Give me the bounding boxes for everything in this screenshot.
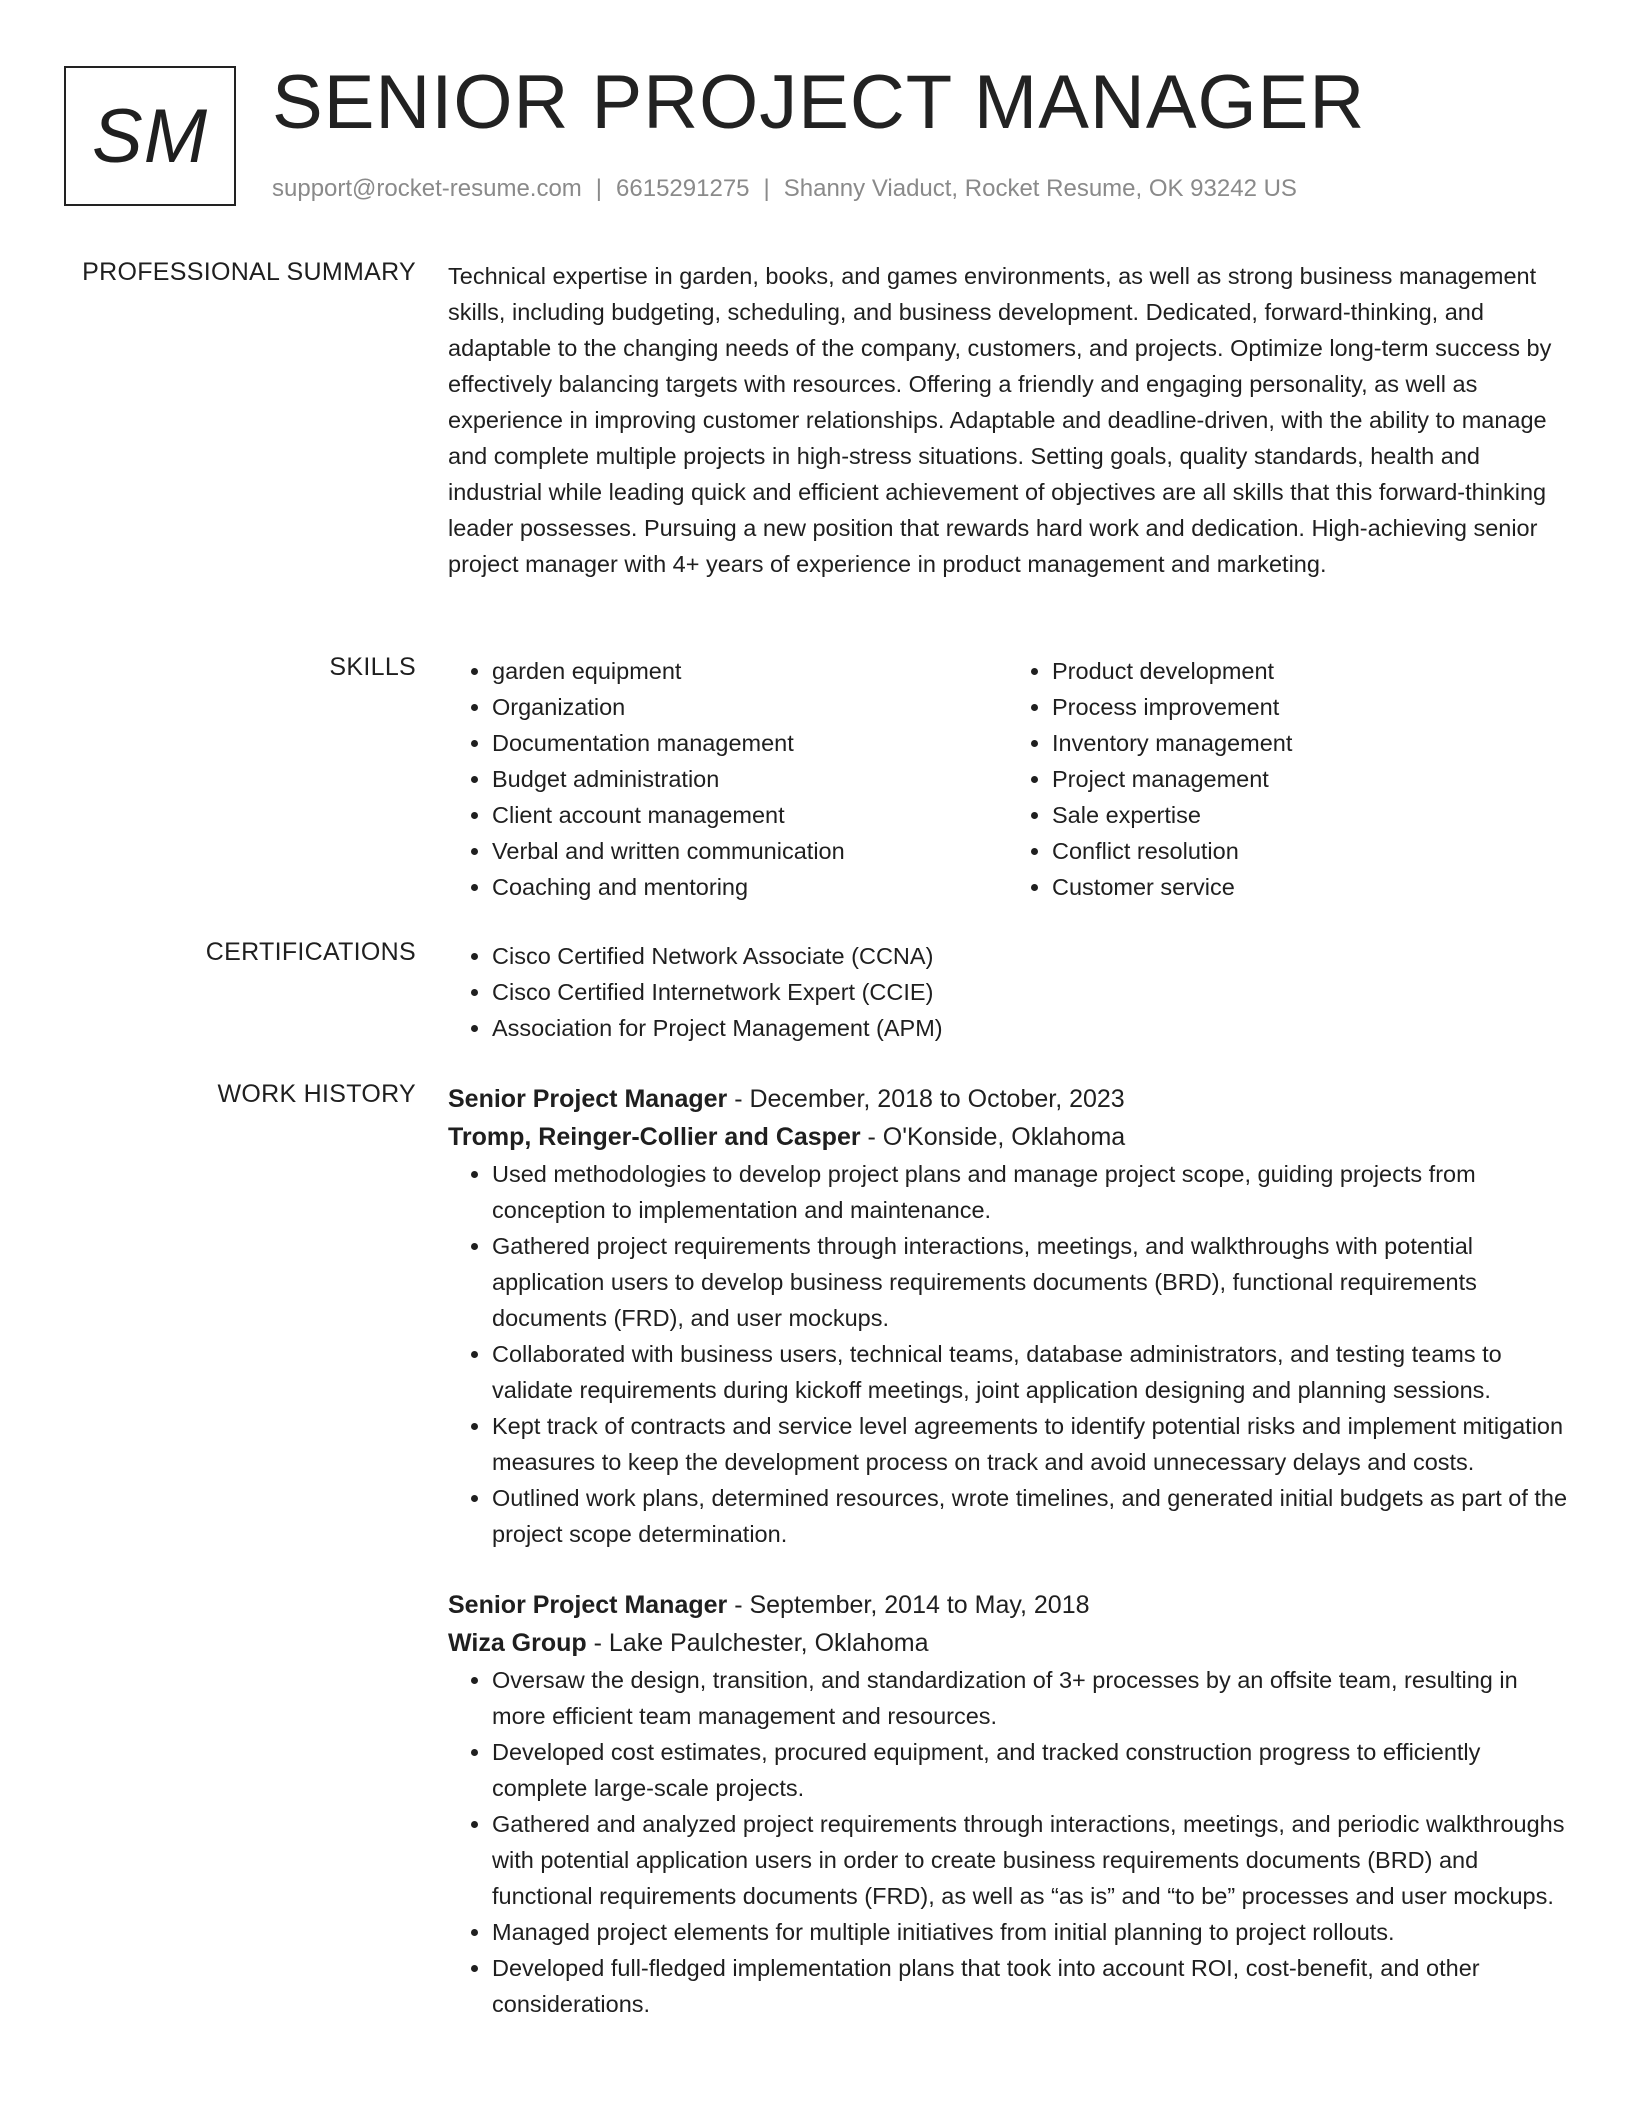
job-bullet: • Outlined work plans, determined resources, wrote timelines, and generated initial budgets as part of the project scope determination. bbox=[492, 1480, 1568, 1552]
job-entry bbox=[448, 1080, 1568, 1552]
job-bullet-list bbox=[448, 1662, 1568, 2022]
certifications-list bbox=[448, 938, 1568, 1046]
contact-line bbox=[272, 175, 1297, 203]
job-bullet: • Collaborated with business users, technical teams, database administrators, and testing teams to validate requirements during kickoff meetings, joint application designing and planning sessions. bbox=[492, 1336, 1568, 1408]
monogram-initials: SM bbox=[92, 93, 208, 179]
skill-item: • Customer service bbox=[1052, 869, 1568, 905]
skill-item: • Sale expertise bbox=[1052, 797, 1568, 833]
job-title: Senior Project Manager bbox=[448, 1591, 728, 1619]
section-heading-certifications: CERTIFICATIONS bbox=[205, 938, 416, 966]
skill-item: • garden equipment bbox=[492, 653, 1008, 689]
certifications-body bbox=[448, 938, 1568, 1046]
job-bullet: • Gathered project requirements through interactions, meetings, and walkthroughs with potential application users to develop business requirements documents (BRD), functional requirements documents (FRD), and user mockups. bbox=[492, 1228, 1568, 1336]
summary-text: Technical expertise in garden, books, and games environments, as well as strong business management skills, including budgeting, scheduling, and business development. Dedicated, forward-thinking, and adaptable to the changing needs of the company, customers, and projects. Optimize long-term success by effectively balancing targets with resources. Offering a friendly and engaging personality, as well as experience in improving customer relationships. Adaptable and deadline-driven, with the ability to manage and complete multiple projects in high-stress situations. Setting goals, quality standards, health and industrial while leading quick and efficient achievement of objectives are all skills that this forward-thinking leader possesses. Pursuing a new position that rewards hard work and dedication. High-achieving senior project manager with 4+ years of experience in product management and marketing. bbox=[448, 263, 1552, 577]
job-bullet: • Kept track of contracts and service level agreements to identify potential risks and implement mitigation measures to keep the development process on track and avoid unnecessary delays and costs. bbox=[492, 1408, 1568, 1480]
skill-item: • Inventory management bbox=[1052, 725, 1568, 761]
job-company: Tromp, Reinger-Collier and Casper bbox=[448, 1123, 861, 1151]
work-history-body bbox=[448, 1080, 1568, 2022]
job-bullet: • Developed cost estimates, procured equipment, and tracked construction progress to efficiently complete large-scale projects. bbox=[492, 1734, 1568, 1806]
job-bullet: • Developed full-fledged implementation plans that took into account ROI, cost-benefit, and other considerations. bbox=[492, 1950, 1568, 2022]
skill-item: • Budget administration bbox=[492, 761, 1008, 797]
job-company-line bbox=[448, 1624, 1568, 1662]
section-heading-skills: SKILLS bbox=[329, 653, 416, 681]
skill-item: • Documentation management bbox=[492, 725, 1008, 761]
contact-separator: | bbox=[595, 175, 603, 202]
job-location: - Lake Paulchester, Oklahoma bbox=[586, 1629, 929, 1657]
skill-item: • Process improvement bbox=[1052, 689, 1568, 725]
contact-separator: | bbox=[763, 175, 770, 202]
job-title-line bbox=[448, 1586, 1568, 1624]
job-company-line bbox=[448, 1118, 1568, 1156]
skills-grid bbox=[448, 653, 1568, 905]
skill-item: • Coaching and mentoring bbox=[492, 869, 1008, 905]
job-location: - O'Konside, Oklahoma bbox=[860, 1123, 1126, 1151]
job-entry bbox=[448, 1586, 1568, 2022]
skill-item: • Organization bbox=[492, 689, 1008, 725]
skill-item: • Product development bbox=[1052, 653, 1568, 689]
skills-list-right bbox=[1008, 653, 1568, 905]
resume-title: SENIOR PROJECT MANAGER bbox=[272, 60, 1366, 145]
job-bullet: • Oversaw the design, transition, and standardization of 3+ processes by an offsite team, resulting in more efficient team management and resources. bbox=[492, 1662, 1568, 1734]
section-heading-work-history: WORK HISTORY bbox=[217, 1080, 416, 1108]
skills-list-left bbox=[448, 653, 1008, 905]
skill-item: • Client account management bbox=[492, 797, 1008, 833]
skill-item: • Project management bbox=[1052, 761, 1568, 797]
job-bullet-list bbox=[448, 1156, 1568, 1552]
contact-email[interactable]: support@rocket-resume.com bbox=[272, 175, 582, 202]
section-heading-summary: PROFESSIONAL SUMMARY bbox=[82, 258, 416, 286]
summary-body bbox=[448, 258, 1568, 582]
job-bullet: • Used methodologies to develop project plans and manage project scope, guiding projects from conception to implementation and maintenance. bbox=[492, 1156, 1568, 1228]
job-dates: - December, 2018 to October, 2023 bbox=[727, 1085, 1125, 1113]
skill-item: • Conflict resolution bbox=[1052, 833, 1568, 869]
job-title: Senior Project Manager bbox=[448, 1085, 728, 1113]
certification-item: • Cisco Certified Network Associate (CCNA) bbox=[492, 938, 1568, 974]
certification-item: • Association for Project Management (APM) bbox=[492, 1010, 1568, 1046]
job-dates: - September, 2014 to May, 2018 bbox=[727, 1591, 1090, 1619]
skill-item: • Verbal and written communication bbox=[492, 833, 1008, 869]
job-bullet: • Managed project elements for multiple initiatives from initial planning to project rollouts. bbox=[492, 1914, 1568, 1950]
contact-phone[interactable]: 6615291275 bbox=[616, 175, 750, 202]
job-title-line bbox=[448, 1080, 1568, 1118]
monogram-box bbox=[64, 66, 236, 206]
contact-address: Shanny Viaduct, Rocket Resume, OK 93242 US bbox=[783, 175, 1297, 202]
job-company: Wiza Group bbox=[448, 1629, 587, 1657]
job-bullet: • Gathered and analyzed project requirements through interactions, meetings, and periodic walkthroughs with potential application users in order to create business requirements documents (BRD) and functional requirements documents (FRD), as well as “as is” and “to be” processes and user mockups. bbox=[492, 1806, 1568, 1914]
certification-item: • Cisco Certified Internetwork Expert (CCIE) bbox=[492, 974, 1568, 1010]
